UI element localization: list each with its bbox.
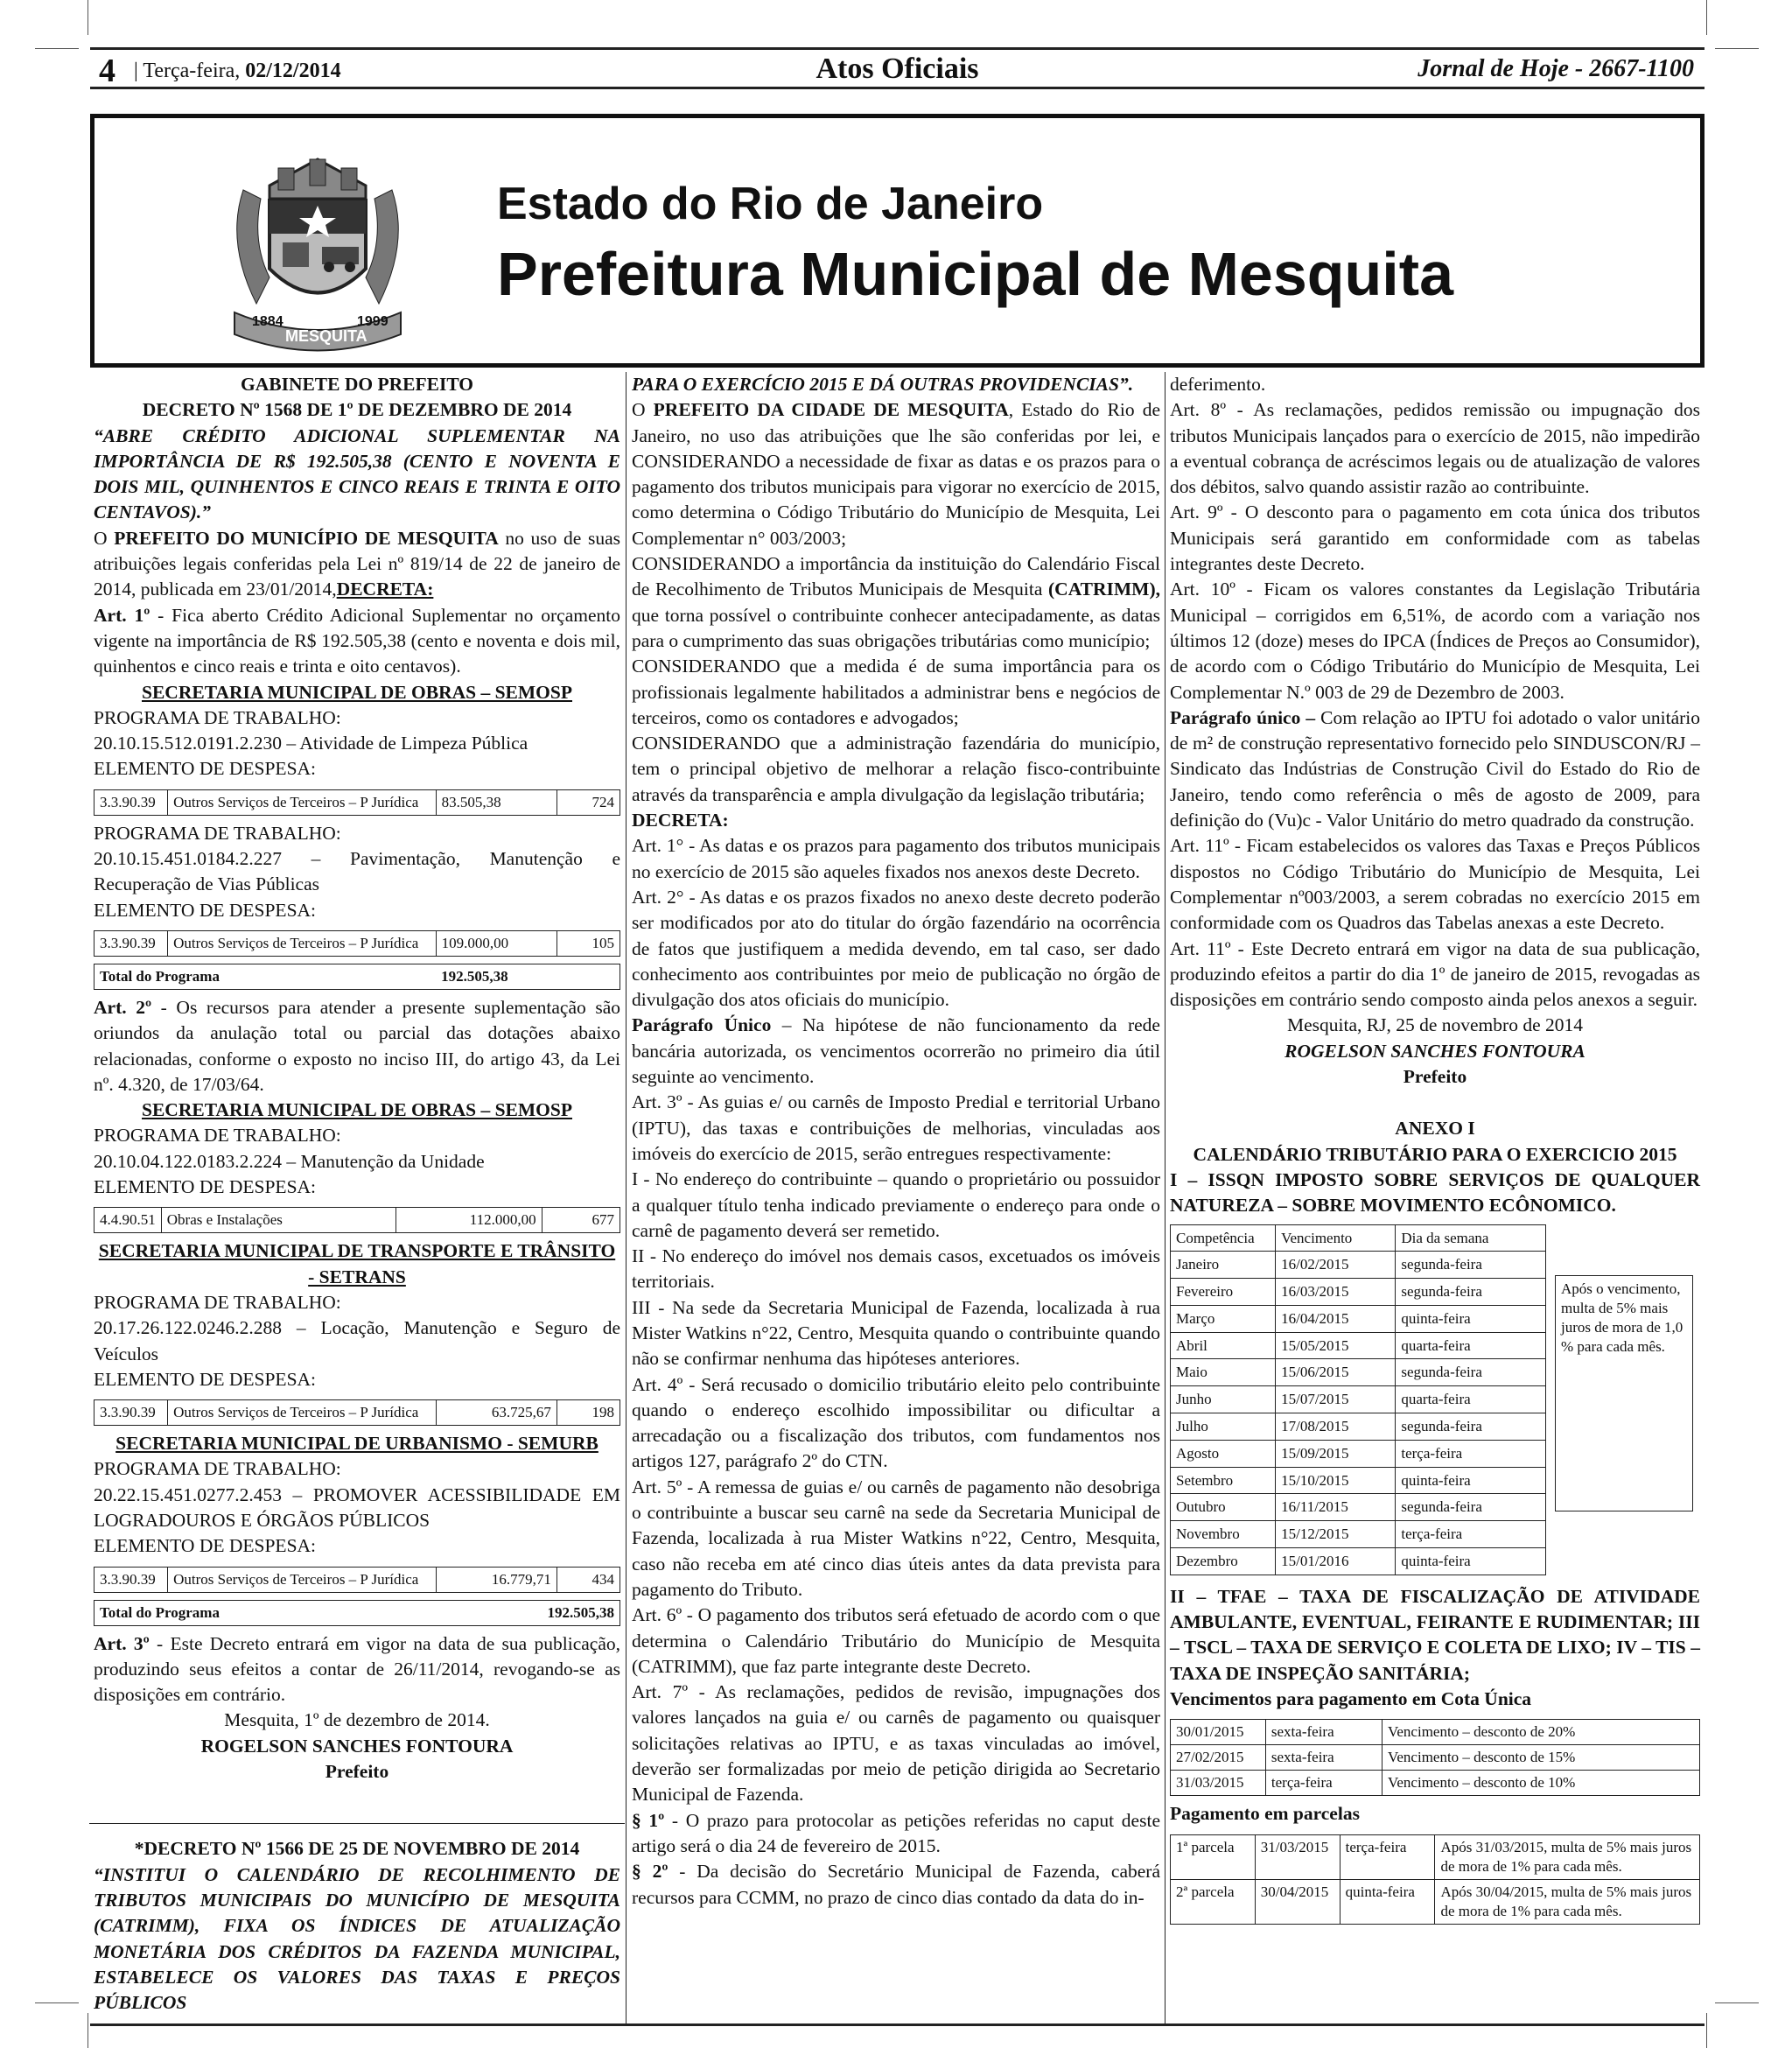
table-cell: sexta-feira	[1265, 1745, 1382, 1771]
table-cell: Vencimento – desconto de 20%	[1382, 1720, 1699, 1745]
state-name: Estado do Rio de Janeiro	[497, 179, 1044, 229]
table-cell: terça-feira	[1265, 1771, 1382, 1796]
table-cell: 434	[556, 1567, 620, 1592]
table-cell: 4.4.90.51	[94, 1208, 162, 1233]
text: PREFEITO DO MUNICÍPIO DE MESQUITA	[114, 527, 499, 549]
penalty-note: Após o vencimento, multa de 5% mais juros de mora de 1,0 % para cada mês.	[1555, 1275, 1693, 1511]
crest-name: MESQUITA	[285, 327, 368, 345]
article-4: Art. 4º - Será recusado o domicilio tributário eleito pelo contribuinte quando o endereço escolhido impossibilitar ou dificultar a arrecadação ou a fiscalização dos tributos, com fundamentos nos artigos 127, parágrafo 2º do CTN.	[632, 1373, 1160, 1472]
annex-subtitle: CALENDÁRIO TRIBUTÁRIO PARA O EXERCICIO 2015	[1193, 1143, 1677, 1165]
crop-mark	[1715, 48, 1759, 49]
table-row	[1171, 1359, 1546, 1386]
table-cell: Outros Serviços de Terceiros – P Jurídica	[168, 1400, 437, 1426]
text: DECRETA:	[336, 579, 434, 600]
table-cell: Vencimento – desconto de 15%	[1382, 1745, 1699, 1771]
continued-text: deferimento.	[1170, 374, 1266, 395]
crop-mark	[1715, 2002, 1759, 2003]
table-cell: Outros Serviços de Terceiros – P Jurídica	[168, 930, 437, 956]
table-cell: 677	[542, 1208, 620, 1233]
calendar-block	[1170, 1224, 1700, 1575]
table-row	[1171, 1494, 1546, 1521]
table-header-row	[1171, 1224, 1546, 1252]
page-date-value: 02/12/2014	[245, 60, 341, 82]
table-cell: 109.000,00	[436, 930, 556, 956]
table-row	[1171, 1413, 1546, 1441]
section-2	[632, 1859, 1160, 1911]
text: O	[94, 527, 115, 549]
article-label: Art. 1º	[94, 604, 150, 626]
table-cell: terça-feira	[1396, 1440, 1546, 1467]
considering-2	[632, 551, 1160, 654]
crest-year-right: 1999	[357, 314, 388, 329]
column-1	[94, 372, 620, 2016]
element-label: ELEMENTO DE DESPESA:	[94, 1535, 317, 1557]
column-header: Vencimento	[1276, 1224, 1396, 1252]
program-label: PROGRAMA DE TRABALHO:	[94, 706, 341, 728]
total-table	[94, 964, 620, 990]
paragraph-label: Parágrafo Único	[632, 1014, 772, 1036]
article-2: Art. 2° - As datas e os prazos fixados no anexo deste decreto poderão ser modificados por ato do titular do órgão fazendário na ocorrência de fatos que justifiquem a medida devendo, em tal caso, ser dado conhecimento aos contribuintes por meio de publicação no órgão de divulgação dos atos oficiais do município.	[632, 886, 1160, 1011]
article-7: Art. 7º - As reclamações, pedidos de revisão, impugnações dos valores lançados na guia e/ ou carnês de pagamento ou quaisquer solicitações relativas ao IPTU, e as taxas vinculadas ao imóvel, deverão ser formalizadas por meio de petição dirigida ao Secretario Municipal de Fazenda.	[632, 1681, 1160, 1806]
considering-3: CONSIDERANDO que a medida é de suma importância para os profissionais legalmente habilitados a administrar bens e negócios de terceiros, como os contadores e advogados;	[632, 656, 1160, 728]
table-cell: Após 30/04/2015, multa de 5% mais juros de mora de 1% para cada mês.	[1435, 1879, 1700, 1924]
total-value: 192.505,38	[410, 1600, 620, 1625]
table-row	[1171, 1279, 1546, 1306]
decreta-heading: DECRETA:	[632, 810, 729, 831]
table-cell: Abril	[1171, 1332, 1276, 1359]
item-iii: III - Na sede da Secretaria Municipal de Fazenda, localizada à rua Mister Watkins n°22, Centro, Mesquita quando o contribuinte quando não se confirmar nenhuma das hipóteses anteriores.	[632, 1296, 1160, 1370]
table-cell: 31/03/2015	[1255, 1834, 1340, 1879]
signature-date: Mesquita, RJ, 25 de novembro de 2014	[1287, 1014, 1583, 1036]
element-label: ELEMENTO DE DESPESA:	[94, 1368, 317, 1390]
table-cell: 15/05/2015	[1276, 1332, 1396, 1359]
table-row	[1171, 1771, 1700, 1796]
table-cell: Outubro	[1171, 1494, 1276, 1521]
table-cell: 15/01/2016	[1276, 1548, 1396, 1575]
budget-table	[94, 930, 620, 957]
table-cell: Fevereiro	[1171, 1279, 1276, 1306]
table-row	[94, 964, 620, 989]
text: - Os recursos para atender a presente suplementação são oriundos da anulação total ou parcial das dotações abaixo relacionadas, conforme o exposto no inciso III, do artigo 43, da Lei nº. 4.320, de 17/03/64.	[94, 996, 621, 1095]
table-row	[1171, 1879, 1700, 1924]
program-line: 20.17.26.122.0246.2.288 – Locação, Manutenção e Seguro de Veículos	[94, 1317, 620, 1364]
column-2	[632, 372, 1160, 1911]
table-cell: Novembro	[1171, 1521, 1276, 1548]
table-row	[1171, 1467, 1546, 1494]
installments-title: Pagamento em parcelas	[1170, 1803, 1360, 1825]
table-row	[1171, 1252, 1546, 1279]
table-row	[1171, 1305, 1546, 1332]
installments-table	[1170, 1834, 1700, 1925]
page-bottom-rule	[90, 2023, 1704, 2026]
separator	[89, 1785, 625, 1824]
page-day: | Terça-feira,	[134, 60, 241, 82]
table-cell: 31/03/2015	[1171, 1771, 1266, 1796]
table-cell: Maio	[1171, 1359, 1276, 1386]
table-cell: 83.505,38	[436, 789, 556, 815]
text: - Este Decreto entrará em vigor na data de sua publicação, produzindo seus efeitos a contar de 26/11/2014, revogando-se as disposições em contrário.	[94, 1632, 620, 1706]
page-number: 4	[99, 53, 116, 89]
section-1	[632, 1808, 1160, 1860]
table-cell: segunda-feira	[1396, 1494, 1546, 1521]
text: PREFEITO DA CIDADE DE MESQUITA	[653, 399, 1009, 421]
table-cell: 16/02/2015	[1276, 1252, 1396, 1279]
total-value: 192.505,38	[436, 964, 620, 989]
budget-table	[94, 1207, 620, 1233]
table-cell: Outros Serviços de Terceiros – P Jurídica	[168, 789, 437, 815]
table-cell: 63.725,67	[436, 1400, 556, 1426]
masthead: Jornal de Hoje - 2667-1100	[1418, 55, 1694, 82]
decree-title: *DECRETO Nº 1566 DE 25 DE NOVEMBRO DE 2014	[134, 1838, 580, 1860]
text: - O prazo para protocolar as petições referidas no caput deste artigo será o dia 24 de fevereiro de 2015.	[632, 1809, 1160, 1856]
article-2	[94, 995, 620, 1098]
text: Com relação ao IPTU foi adotado o valor unitário de m² de construção representativo fornecido pelo SINDUSCON/RJ – Sindicato das Indústrias de Construção Civil do Estado do Rio de Janeiro, tendo como referência o mês de agosto de 2009, para definição do (Vu)c - Valor Unitário do metro quadrado da construção.	[1170, 706, 1700, 831]
table-cell: quinta-feira	[1340, 1879, 1435, 1924]
table-cell: segunda-feira	[1396, 1252, 1546, 1279]
article-label: Art. 3º	[94, 1632, 150, 1654]
taxes-heading: II – TFAE – TAXA DE FISCALIZAÇÃO DE ATIVIDADE AMBULANTE, EVENTUAL, FEIRANTE E RUDIMENTAR; III – TSCL – TAXA DE SERVIÇO E COLETA DE LIXO; IV – TIS – TAXA DE INSPEÇÃO SANITÁRIA;	[1170, 1585, 1700, 1684]
table-cell: Janeiro	[1171, 1252, 1276, 1279]
text: que torna possível o contribuinte conhecer antecipadamente, as datas para o cumprimento das suas obrigações tributárias como município;	[632, 604, 1160, 651]
text: – Na hipótese de não funcionamento da rede bancária autorizada, os vencimentos ocorrerão no primeiro dia útil seguinte ao vencimento.	[632, 1014, 1160, 1088]
crop-mark	[1706, 2013, 1707, 2048]
table-cell: 198	[556, 1400, 620, 1426]
item-ii: II - No endereço do imóvel nos demais casos, excetuados os imóveis territoriais.	[632, 1245, 1160, 1293]
table-cell: 15/06/2015	[1276, 1359, 1396, 1386]
program-label: PROGRAMA DE TRABALHO:	[94, 1291, 341, 1313]
table-cell: Obras e Instalações	[161, 1208, 396, 1233]
table-cell: 30/01/2015	[1171, 1720, 1266, 1745]
coat-of-arms-emblem	[217, 137, 418, 356]
table-row	[94, 930, 620, 956]
signatory-name: ROGELSON SANCHES FONTOURA	[200, 1735, 514, 1757]
text: , Estado do Rio de Janeiro, no uso das atribuições que lhe são conferidas por lei, e CONSIDERANDO a necessidade de fixar as datas e os prazos para o pagamento dos tributos municipais para vigorar no exercício de 2015, como determina o Código Tributário do Município de Mesquita, Lei Complementar n° 003/2003;	[632, 399, 1161, 549]
table-cell: quinta-feira	[1396, 1548, 1546, 1575]
section-label: § 2º	[632, 1861, 668, 1883]
signatory-title: Prefeito	[1403, 1066, 1467, 1088]
article-9: Art. 9º - O desconto para o pagamento em cota única dos tributos Municipais será garantido em conformidade com as tabelas integrantes deste Decreto.	[1170, 501, 1700, 575]
secretariat-heading: SECRETARIA MUNICIPAL DE URBANISMO - SEMURB	[116, 1433, 598, 1455]
budget-table	[94, 1399, 620, 1426]
office-heading: GABINETE DO PREFEITO	[240, 374, 474, 395]
crop-mark	[35, 48, 79, 49]
budget-table	[94, 789, 620, 816]
text: - Fica aberto Crédito Adicional Suplementar no orçamento vigente na importância de R$ 192.505,38 (cento e noventa e dois mil, quinhentos e cinco reais e trinta e oito centavos).	[94, 604, 620, 677]
table-row	[1171, 1745, 1700, 1771]
table-cell: 15/10/2015	[1276, 1467, 1396, 1494]
table-cell: 16.779,71	[436, 1567, 556, 1592]
single-payment-title: Vencimentos para pagamento em Cota Única	[1170, 1688, 1532, 1710]
table-cell: quarta-feira	[1396, 1332, 1546, 1359]
table-cell: 112.000,00	[396, 1208, 542, 1233]
table-cell: 16/04/2015	[1276, 1305, 1396, 1332]
article-3: Art. 3º - As guias e/ ou carnês de Imposto Predial e territorial Urbano (IPTU), das taxas e contribuições de melhorias, vinculadas aos imóveis do exercício de 2015, serão entregues respectivamente:	[632, 1091, 1160, 1164]
article-8: Art. 8º - As reclamações, pedidos remissão ou impugnação dos tributos Municipais lançados para o exercício de 2015, não impedirão a eventual cobrança de acréscimos legais ou de atualização de valores dos débitos, salvo quando assistir razão ao contribuinte.	[1170, 399, 1700, 498]
text: (CATRIMM),	[1048, 579, 1160, 600]
table-cell: 30/04/2015	[1255, 1879, 1340, 1924]
column-3	[1170, 372, 1700, 1930]
section-label: § 1º	[632, 1809, 665, 1831]
program-label: PROGRAMA DE TRABALHO:	[94, 822, 341, 844]
table-cell: sexta-feira	[1265, 1720, 1382, 1745]
table-cell: 1ª parcela	[1171, 1834, 1256, 1879]
table-cell: 2ª parcela	[1171, 1879, 1256, 1924]
annex-title: ANEXO I	[1395, 1118, 1475, 1140]
prefecture-name: Prefeitura Municipal de Mesquita	[497, 240, 1453, 308]
table-cell: 3.3.90.39	[94, 930, 168, 956]
element-label: ELEMENTO DE DESPESA:	[94, 1176, 317, 1198]
table-cell: terça-feira	[1340, 1834, 1435, 1879]
table-row	[1171, 1332, 1546, 1359]
table-cell: 105	[556, 930, 620, 956]
table-row	[94, 1567, 620, 1592]
program-line: 20.10.15.451.0184.2.227 – Pavimentação, Manutenção e Recuperação de Vias Públicas	[94, 848, 620, 895]
page-header	[90, 47, 1704, 89]
table-cell: terça-feira	[1396, 1521, 1546, 1548]
section-title: Atos Oficiais	[816, 53, 979, 85]
table-row	[94, 1208, 620, 1233]
issqn-heading: I – ISSQN IMPOSTO SOBRE SERVIÇOS DE QUALQUER NATUREZA – SOBRE MOVIMENTO ECÔNOMICO.	[1170, 1168, 1700, 1217]
paragraph-label: Parágrafo único –	[1170, 706, 1316, 728]
decree-intro	[632, 397, 1160, 551]
element-label: ELEMENTO DE DESPESA:	[94, 899, 317, 921]
table-cell: Após 31/03/2015, multa de 5% mais juros de mora de 1% para cada mês.	[1435, 1834, 1700, 1879]
secretariat-heading: SECRETARIA MUNICIPAL DE OBRAS – SEMOSP	[142, 681, 572, 703]
table-row	[94, 1600, 620, 1625]
program-line: 20.22.15.451.0277.2.453 – PROMOVER ACESSIBILIDADE EM LOGRADOUROS E ÓRGÃOS PÚBLICOS	[94, 1483, 620, 1531]
program-label: PROGRAMA DE TRABALHO:	[94, 1458, 341, 1480]
table-row	[1171, 1834, 1700, 1879]
crop-mark	[35, 2002, 79, 2003]
table-cell: Agosto	[1171, 1440, 1276, 1467]
table-row	[1171, 1521, 1546, 1548]
table-cell: Março	[1171, 1305, 1276, 1332]
paragraph-unique	[1170, 705, 1700, 833]
article-label: Art. 2º	[94, 996, 152, 1018]
column-header: Competência	[1171, 1224, 1276, 1252]
crop-mark	[1706, 0, 1707, 35]
article-1: Art. 1° - As datas e os prazos para pagamento dos tributos municipais no exercício de 2015 são aqueles fixados nos anexos deste Decreto.	[632, 835, 1160, 882]
table-cell: quinta-feira	[1396, 1305, 1546, 1332]
crest-year-left: 1884	[252, 314, 284, 329]
table-cell: 27/02/2015	[1171, 1745, 1266, 1771]
article-10: Art. 10º - Ficam os valores constantes da Legislação Tributária Municipal – corrigidos em 6,51%, de acordo com a variação nos últimos 12 (doze) meses do IPCA (Índices de Preços ao Consumidor), de acordo com o Código Tributário do Município de Mesquita, Lei Complementar N.º 003 de 29 de Dezembro de 2003.	[1170, 579, 1700, 703]
table-cell: Vencimento – desconto de 10%	[1382, 1771, 1699, 1796]
article-6: Art. 6º - O pagamento dos tributos será efetuado de acordo com o que determina o Calendário Tributário do Município de Mesquita (CATRIMM), que faz parte integrante deste Decreto.	[632, 1604, 1160, 1677]
article-3	[94, 1631, 620, 1708]
paragraph-unique	[632, 1013, 1160, 1090]
table-cell: 3.3.90.39	[94, 789, 168, 815]
table-cell: Outros Serviços de Terceiros – P Jurídica	[168, 1567, 437, 1592]
text: - Da decisão do Secretário Municipal de Fazenda, caberá recursos para CCMM, no prazo de cinco dias contado da data do in-	[632, 1861, 1160, 1908]
table-row	[94, 789, 620, 815]
table-cell: Dezembro	[1171, 1548, 1276, 1575]
table-cell: 17/08/2015	[1276, 1413, 1396, 1441]
table-cell: segunda-feira	[1396, 1279, 1546, 1306]
program-line: 20.10.04.122.0183.2.224 – Manutenção da Unidade	[94, 1150, 485, 1172]
element-label: ELEMENTO DE DESPESA:	[94, 758, 317, 780]
budget-table	[94, 1567, 620, 1593]
secretariat-heading: SECRETARIA MUNICIPAL DE OBRAS – SEMOSP	[142, 1099, 572, 1121]
calendar-table	[1170, 1224, 1546, 1575]
table-cell: 16/11/2015	[1276, 1494, 1396, 1521]
table-cell: 3.3.90.39	[94, 1567, 168, 1592]
table-cell: segunda-feira	[1396, 1413, 1546, 1441]
single-payment-table	[1170, 1719, 1700, 1796]
table-cell: segunda-feira	[1396, 1359, 1546, 1386]
column-divider	[1165, 372, 1166, 2026]
table-cell: Setembro	[1171, 1467, 1276, 1494]
table-cell: 15/09/2015	[1276, 1440, 1396, 1467]
table-row	[1171, 1440, 1546, 1467]
article-11b: Art. 11º - Este Decreto entrará em vigor na data de sua publicação, produzindo efeitos a partir do dia 1º de janeiro de 2015, revogadas as disposições em contrário sendo composto ainda pelos anexos a seguir.	[1170, 937, 1700, 1011]
decree-intro	[94, 526, 620, 603]
item-i: I - No endereço do contribuinte – quando o proprietário ou possuidor a qualquer título tenha indicado previamente o endereço para onde o carnê de pagamento deverá ser remetido.	[632, 1168, 1160, 1241]
table-cell: Junho	[1171, 1386, 1276, 1413]
table-cell: quinta-feira	[1396, 1467, 1546, 1494]
signature-date: Mesquita, 1º de dezembro de 2014.	[224, 1709, 490, 1731]
article-11: Art. 11º - Ficam estabelecidos os valores das Taxas e Preços Públicos dispostos no Código Tributário do Município de Mesquita, Lei Complementar nº003/2003, a serem cobradas no exercício 2015 em conformidade com os Quadros das Tabelas anexas a este Decreto.	[1170, 835, 1700, 934]
table-cell: 724	[556, 789, 620, 815]
table-row	[1171, 1386, 1546, 1413]
program-line: 20.10.15.512.0191.2.230 – Atividade de Limpeza Pública	[94, 733, 528, 754]
total-label: Total do Programa	[94, 1600, 410, 1625]
table-cell: 16/03/2015	[1276, 1279, 1396, 1306]
column-header: Dia da semana	[1396, 1224, 1546, 1252]
article-5: Art. 5º - A remessa de guias e/ ou carnês de pagamento não desobriga o contribuinte a buscar seu carnê na sede da Secretaria Municipal de Fazenda, localizada à rua Mister Watkins n°22, Centro, Mesquita, caso não receba em até cinco dias úteis antes da data prevista para pagamento do Tributo.	[632, 1476, 1160, 1600]
total-label: Total do Programa	[94, 964, 437, 989]
signatory-name: ROGELSON SANCHES FONTOURA	[1284, 1040, 1586, 1062]
program-label: PROGRAMA DE TRABALHO:	[94, 1125, 341, 1147]
table-cell: quarta-feira	[1396, 1386, 1546, 1413]
total-table	[94, 1600, 620, 1626]
spacer	[1170, 1090, 1700, 1116]
secretariat-heading: SECRETARIA MUNICIPAL DE TRANSPORTE E TRÂNSITO - SETRANS	[98, 1240, 616, 1287]
table-row	[1171, 1720, 1700, 1745]
decree-subject: “ABRE CRÉDITO ADICIONAL SUPLEMENTAR NA IMPORTÂNCIA DE R$ 192.505,38 (CENTO E NOVENTA E DOIS MIL, QUINHENTOS E CINCO REAIS E TRINTA E OITO CENTAVOS).”	[94, 424, 620, 523]
decree-subject-continued: PARA O EXERCÍCIO 2015 E DÁ OUTRAS PROVIDENCIAS”.	[632, 374, 1134, 395]
table-row	[94, 1400, 620, 1426]
article-1	[94, 603, 620, 680]
text: CONSIDERANDO a importância da instituição do Calendário Fiscal de Recolhimento de Tributos Municipais de Mesquita	[632, 553, 1160, 600]
table-cell: Julho	[1171, 1413, 1276, 1441]
banner	[90, 114, 1704, 368]
text: no uso de suas atribuições legais conferidas pela Lei nº 819/14 de 22 de janeiro de 2014, publicada em 23/01/2014,	[94, 527, 620, 600]
decree-subject: “INSTITUI O CALENDÁRIO DE RECOLHIMENTO DE TRIBUTOS MUNICIPAIS DO MUNICÍPIO DE MESQUITA (CATRIMM), FIXA OS ÍNDICES DE ATUALIZAÇÃO MONETÁRIA DOS CRÉDITOS DA FAZENDA MUNICIPAL, ESTABELECE OS VALORES DAS TAXAS E PREÇOS PÚBLICOS	[94, 1863, 620, 2014]
considering-4: CONSIDERANDO que a administração fazendária do município, tem o principal objetivo de melhorar a relação fisco-contribuinte através da transparência e ampla divulgação da legislação tributária;	[632, 733, 1160, 805]
table-cell: 15/07/2015	[1276, 1386, 1396, 1413]
table-cell: 3.3.90.39	[94, 1400, 168, 1426]
text: O	[632, 399, 654, 421]
signatory-title: Prefeito	[325, 1761, 389, 1783]
table-row	[1171, 1548, 1546, 1575]
table-cell: 15/12/2015	[1276, 1521, 1396, 1548]
decree-title: DECRETO Nº 1568 DE 1º DE DEZEMBRO DE 2014	[142, 399, 572, 421]
